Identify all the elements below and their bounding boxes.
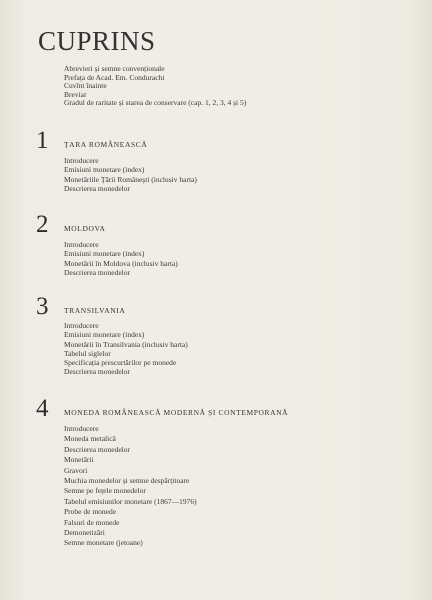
toc-entry: Semne pe fețele monedelor: [64, 486, 146, 496]
section-title: MOLDOVA: [64, 224, 106, 233]
section-items: [64, 156, 197, 193]
toc-entry: Introducere: [64, 156, 99, 165]
section-title: TRANSILVANIA: [64, 306, 126, 315]
toc-entry: Descrierea monedelor: [64, 183, 131, 193]
toc-entry: Breviar: [64, 89, 87, 99]
section-number: 3: [36, 293, 49, 320]
toc-entry: Emisiuni monetare (index): [64, 330, 145, 340]
toc-entry: Descrierea monedelor: [64, 267, 131, 277]
toc-entry: Abrevieri și semne convenționale: [64, 64, 165, 73]
preliminaries-list: [64, 65, 246, 108]
toc-entry: Introducere: [64, 240, 99, 249]
toc-entry: Monetăriile Țării Românești (inclusiv harta): [64, 174, 197, 184]
toc-entry: Specificația prescurtărilor pe monede: [64, 358, 177, 368]
toc-entry: Descrierea monedelor: [64, 367, 131, 377]
page-title: CUPRINS: [38, 26, 156, 56]
section-items: [64, 424, 197, 549]
toc-entry: Emisiuni monetare (index): [64, 249, 145, 259]
toc-entry: Monetării în Transilvania (inclusiv harta): [64, 339, 188, 349]
toc-entry: Muchia monedelor și semne despărțitoare: [64, 476, 190, 486]
toc-entry: Introducere: [64, 424, 99, 433]
toc-entry: Prefața de Acad. Em. Condurachi: [64, 72, 165, 82]
section-items: [64, 240, 178, 277]
toc-entry: Probe de monede: [64, 507, 117, 517]
toc-entry: Descrierea monedelor: [64, 444, 131, 454]
toc-entry: Monetării în Moldova (inclusiv harta): [64, 258, 178, 268]
toc-entry: Tabelul siglelor: [64, 348, 111, 358]
section-number: 1: [36, 127, 49, 154]
section-items: [64, 321, 188, 377]
toc-entry: Gradul de raritate și starea de conservare (cap. 1, 2, 3, 4 și 5): [64, 98, 247, 108]
toc-entry: Semne monetare (jetoane): [64, 538, 143, 548]
section-title: ȚARA ROMÂNEASCĂ: [64, 140, 148, 149]
toc-entry: Introducere: [64, 321, 99, 330]
toc-entry: Emisiuni monetare (index): [64, 165, 145, 175]
toc-entry: Cuvînt înainte: [64, 81, 107, 91]
section-title: MONEDA ROMÂNEASCĂ MODERNĂ ȘI CONTEMPORANĂ: [64, 408, 289, 417]
section-number: 2: [36, 211, 49, 238]
toc-entry: Gravori: [64, 465, 88, 475]
toc-entry: Moneda metalică: [64, 434, 116, 444]
toc-entry: Demonetizări: [64, 528, 105, 538]
section-number: 4: [36, 395, 49, 422]
toc-entry: Monetării: [64, 455, 94, 465]
toc-entry: Tabelul emisiunilor monetare (1867—1976): [64, 496, 197, 506]
toc-entry: Falsuri de monede: [64, 517, 120, 527]
